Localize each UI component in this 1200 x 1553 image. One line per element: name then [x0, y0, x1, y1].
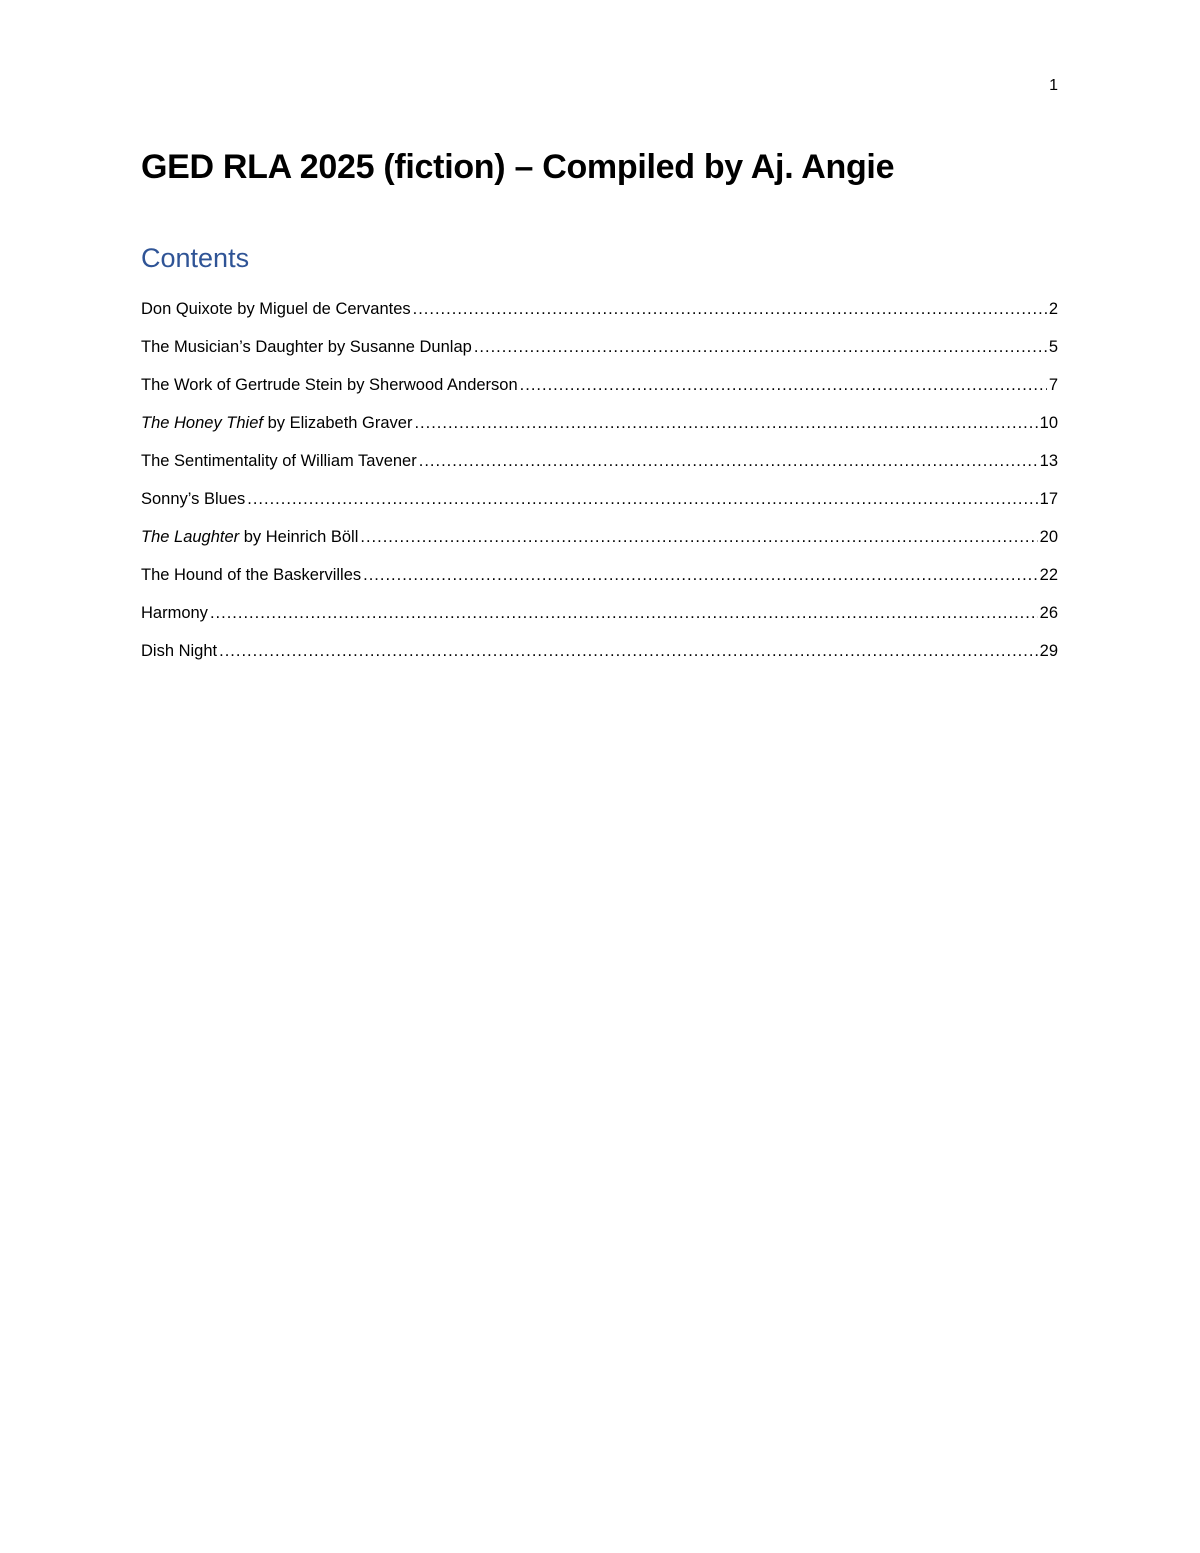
toc-entry-text: by Heinrich Böll: [239, 528, 359, 546]
toc-entry-title: [141, 526, 358, 548]
toc-entry-page: 29: [1039, 642, 1058, 660]
dot-leader: [360, 526, 1037, 548]
toc-entry-text: by Elizabeth Graver: [262, 414, 413, 432]
toc-entry-text: Harmony: [141, 604, 208, 622]
toc-entry-title: [141, 602, 208, 624]
toc-entry-title: [141, 450, 417, 472]
toc-entry[interactable]: [141, 298, 1058, 336]
toc-entry[interactable]: [141, 412, 1058, 450]
toc-heading: Contents: [141, 243, 250, 273]
page-number: 1: [1049, 77, 1058, 94]
toc-entry-text: Don Quixote by Miguel de Cervantes: [141, 300, 411, 318]
toc-entry-italic-title: The Honey Thief: [141, 414, 263, 432]
dot-leader: [210, 602, 1038, 624]
toc-entry[interactable]: [141, 602, 1058, 640]
toc-entry-title: [141, 374, 518, 396]
toc-entry-page: 17: [1039, 490, 1058, 508]
toc-entry-text: The Sentimentality of William Tavener: [141, 452, 417, 470]
toc-entry[interactable]: [141, 640, 1058, 678]
toc-entry-page: 20: [1039, 528, 1058, 546]
toc-entry-title: [141, 564, 361, 586]
toc-entry[interactable]: [141, 564, 1058, 602]
toc-entry-title: [141, 640, 217, 662]
dot-leader: [363, 564, 1038, 586]
toc-entry-title: [141, 336, 472, 358]
toc-entry-title: [141, 298, 411, 320]
table-of-contents: [141, 298, 1058, 678]
toc-entry-text: The Hound of the Baskervilles: [141, 566, 362, 584]
toc-entry-text: Dish Night: [141, 642, 218, 660]
toc-entry-title: [141, 488, 245, 510]
dot-leader: [413, 298, 1047, 320]
dot-leader: [247, 488, 1037, 510]
toc-entry-page: 7: [1048, 376, 1058, 394]
toc-entry-page: 5: [1048, 338, 1058, 356]
toc-entry-italic-title: The Laughter: [141, 528, 240, 546]
toc-entry-page: 2: [1048, 300, 1058, 318]
toc-entry-text: The Musician’s Daughter by Susanne Dunlap: [141, 338, 472, 356]
dot-leader: [520, 374, 1047, 396]
toc-entry-page: 22: [1039, 566, 1058, 584]
toc-entry[interactable]: [141, 488, 1058, 526]
dot-leader: [219, 640, 1038, 662]
dot-leader: [474, 336, 1047, 358]
toc-entry[interactable]: [141, 450, 1058, 488]
toc-entry[interactable]: [141, 526, 1058, 564]
toc-entry-text: Sonny’s Blues: [141, 490, 246, 508]
toc-entry-title: [141, 412, 412, 434]
toc-entry-page: 10: [1039, 414, 1058, 432]
toc-entry[interactable]: [141, 336, 1058, 374]
dot-leader: [414, 412, 1037, 434]
toc-entry-text: The Work of Gertrude Stein by Sherwood Anderson: [141, 376, 518, 394]
document-title: GED RLA 2025 (fiction) – Compiled by Aj. Angie: [141, 148, 895, 186]
toc-entry-page: 26: [1039, 604, 1058, 622]
toc-entry-page: 13: [1039, 452, 1058, 470]
dot-leader: [419, 450, 1038, 472]
toc-entry[interactable]: [141, 374, 1058, 412]
